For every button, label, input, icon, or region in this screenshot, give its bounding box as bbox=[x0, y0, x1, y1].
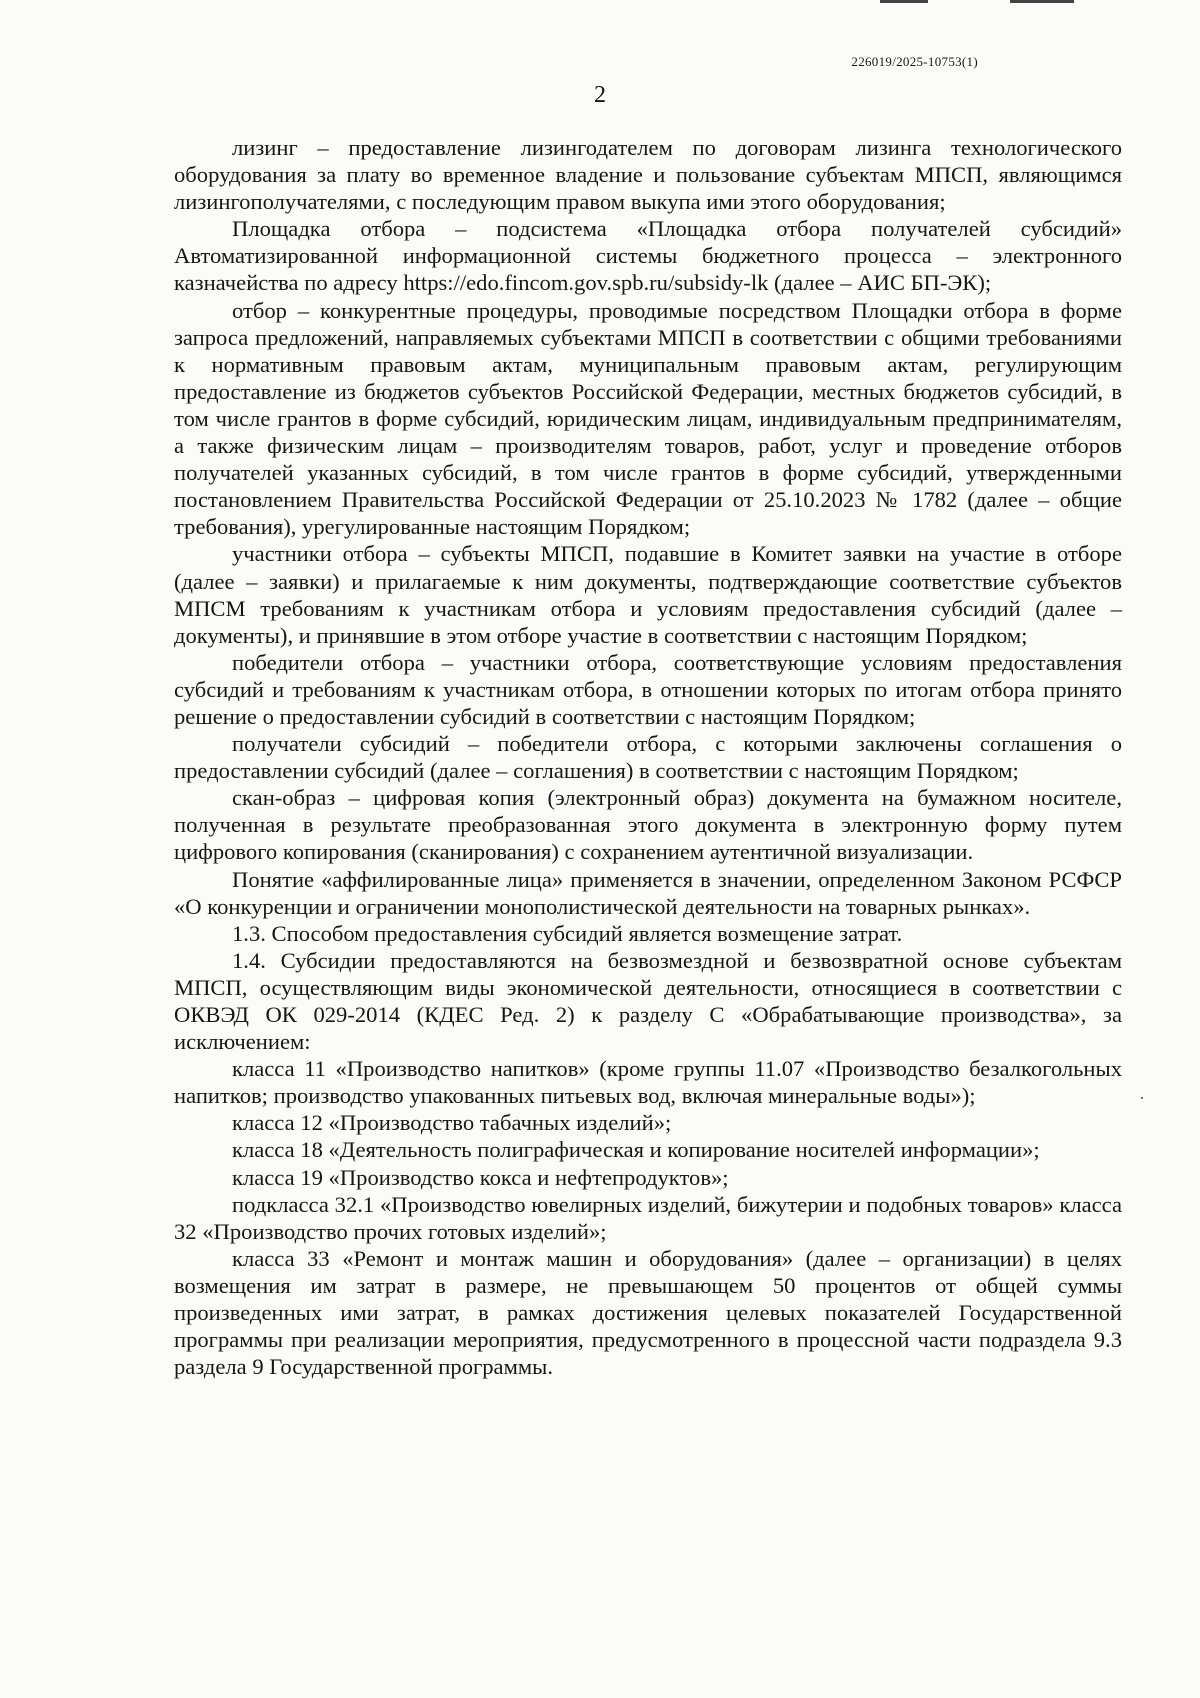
document-registration-number: 226019/2025-10753(1) bbox=[851, 54, 978, 69]
paragraph-winners: победители отбора – участники отбора, соответствующие условиям предоставления субсидий и требованиям к участникам отбора, в отношении которых по итогам отбора принято решение о предоставлении субсидий в соответствии с настоящим Порядком; bbox=[174, 649, 1122, 729]
paragraph-scan-image: скан-образ – цифровая копия (электронный образ) документа на бумажном носителе, полученная в результате преобразованная этого документа в электронную форму путем цифрового копирования (сканирования) с сохранением аутентичной визуализации. bbox=[174, 785, 1122, 865]
paragraph-leasing: лизинг – предоставление лизингодателем по договорам лизинга технологического оборудования за плату во временное владение и пользование субъектам МПСП, являющимся лизингополучателями, с последующим правом выкупа ими этого оборудования; bbox=[174, 135, 1122, 215]
paragraph-participants: участники отбора – субъекты МПСП, подавшие в Комитет заявки на участие в отборе (далее – заявки) и прилагаемые к ним документы, подтверждающие соответствие субъектов МПСМ требованиям к участникам отбора и условиям предоставления субсидий (далее – документы), и принявшие в этом отборе участие в соответствии с настоящим Порядком; bbox=[174, 541, 1122, 648]
paragraph-selection: отбор – конкурентные процедуры, проводимые посредством Площадки отбора в форме запроса предложений, направляемых субъектами МПСП в соответствии с общими требованиями к нормативным правовым актам, муниципальным правовым актам, регулирующим предоставление из бюджетов субъектов Российской Федерации, местных бюджетов субсидий, в том числе грантов в форме субсидий, юридическим лицам, индивидуальным предпринимателям, а также физическим лицам – производителям товаров, работ, услуг и проведение отборов получателей указанных субсидий, в том числе грантов в форме субсидий, утвержденными постановлением Правительства Российской Федерации от 25.10.2023 № 1782 (далее – общие требования), урегулированные настоящим Порядком; bbox=[174, 297, 1122, 540]
margin-dot: · bbox=[1139, 1088, 1145, 1108]
paragraph-selection-platform: Площадка отбора – подсистема «Площадка отбора получателей субсидий» Автоматизированной информационной системы бюджетного процесса – электронного казначейства по адресу https://edo.fincom.gov.spb.ru/subsidy-lk (далее – АИС БП-ЭК); bbox=[174, 216, 1122, 296]
scan-edge-mark-right bbox=[1010, 0, 1074, 3]
paragraph-class-12: класса 12 «Производство табачных изделий»; bbox=[232, 1110, 672, 1136]
document-body bbox=[174, 134, 1122, 1380]
paragraph-affiliated-persons: Понятие «аффилированные лица» применяется в значении, определенном Законом РСФСР «О конкуренции и ограничении монополистической деятельности на товарных рынках». bbox=[174, 866, 1122, 919]
page-number: 2 bbox=[594, 82, 606, 108]
paragraph-recipients: получатели субсидий – победители отбора, с которыми заключены соглашения о предоставлении субсидий (далее – соглашения) в соответствии с настоящим Порядком; bbox=[174, 731, 1122, 784]
paragraph-1-4: 1.4. Субсидии предоставляются на безвозмездной и безвозвратной основе субъектам МПСП, осуществляющим виды экономической деятельности, относящиеся в соответствии с ОКВЭД ОК 029-2014 (КДЕС Ред. 2) к разделу С «Обрабатывающие производства», за исключением: bbox=[174, 947, 1122, 1055]
scan-edge-mark-left bbox=[880, 0, 928, 3]
paragraph-subclass-32-1: подкласса 32.1 «Производство ювелирных изделий, бижутерии и подобных товаров» класса 32 «Производство прочих готовых изделий»; bbox=[174, 1191, 1122, 1244]
paragraph-class-19: класса 19 «Производство кокса и нефтепродуктов»; bbox=[232, 1164, 729, 1190]
paragraph-class-33: класса 33 «Ремонт и монтаж машин и оборудования» (далее – организации) в целях возмещения им затрат в размере, не превышающем 50 процентов от общей суммы произведенных ими затрат, в рамках достижения целевых показателей Государственной программы при реализации мероприятия, предусмотренного в процессной части подраздела 9.3 раздела 9 Государственной программы. bbox=[174, 1245, 1122, 1380]
paragraph-1-3: 1.3. Способом предоставления субсидий является возмещение затрат. bbox=[232, 920, 903, 946]
paragraph-class-18: класса 18 «Деятельность полиграфическая и копирование носителей информации»; bbox=[232, 1137, 1040, 1163]
paragraph-class-11: класса 11 «Производство напитков» (кроме группы 11.07 «Производство безалкогольных напитков; производство упакованных питьевых вод, включая минеральные воды»); bbox=[174, 1056, 1122, 1109]
